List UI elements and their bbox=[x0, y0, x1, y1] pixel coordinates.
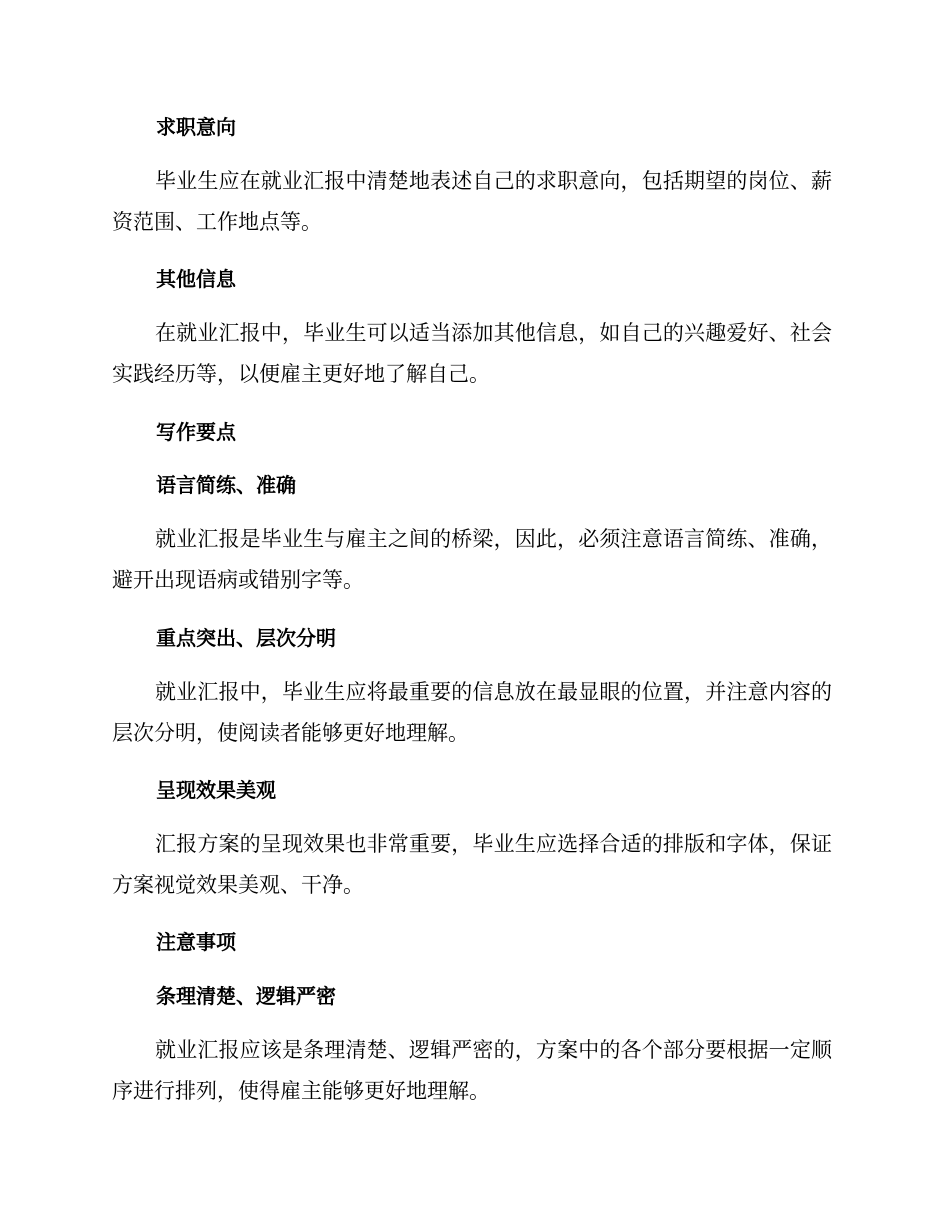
heading-logic: 条理清楚、逻辑严密 bbox=[156, 984, 336, 1008]
paragraph-other-info: 在就业汇报中，毕业生可以适当添加其他信息，如自己的兴趣爱好、社会实践经历等，以便雇主更好地了解自己。 bbox=[112, 321, 832, 386]
heading-concise-language: 语言简练、准确 bbox=[156, 473, 296, 497]
heading-presentation: 呈现效果美观 bbox=[156, 778, 276, 802]
paragraph-presentation: 汇报方案的呈现效果也非常重要，毕业生应选择合适的排版和字体，保证方案视觉效果美观、干净。 bbox=[112, 832, 832, 897]
paragraph-logic: 就业汇报应该是条理清楚、逻辑严密的，方案中的各个部分要根据一定顺序进行排列，使得雇主能够更好地理解。 bbox=[112, 1038, 832, 1103]
paragraph-job-intention: 毕业生应在就业汇报中清楚地表述自己的求职意向，包括期望的岗位、薪资范围、工作地点等。 bbox=[112, 169, 832, 234]
paragraph-concise-language: 就业汇报是毕业生与雇主之间的桥梁，因此，必须注意语言简练、准确，避开出现语病或错别字等。 bbox=[112, 527, 832, 592]
heading-notes: 注意事项 bbox=[156, 930, 236, 954]
paragraph-clear-hierarchy: 就业汇报中，毕业生应将最重要的信息放在最显眼的位置，并注意内容的层次分明，使阅读者能够更好地理解。 bbox=[112, 680, 832, 745]
heading-other-info: 其他信息 bbox=[156, 267, 236, 291]
heading-writing-points: 写作要点 bbox=[156, 420, 236, 444]
heading-job-intention: 求职意向 bbox=[156, 115, 236, 139]
heading-clear-hierarchy: 重点突出、层次分明 bbox=[156, 626, 336, 650]
